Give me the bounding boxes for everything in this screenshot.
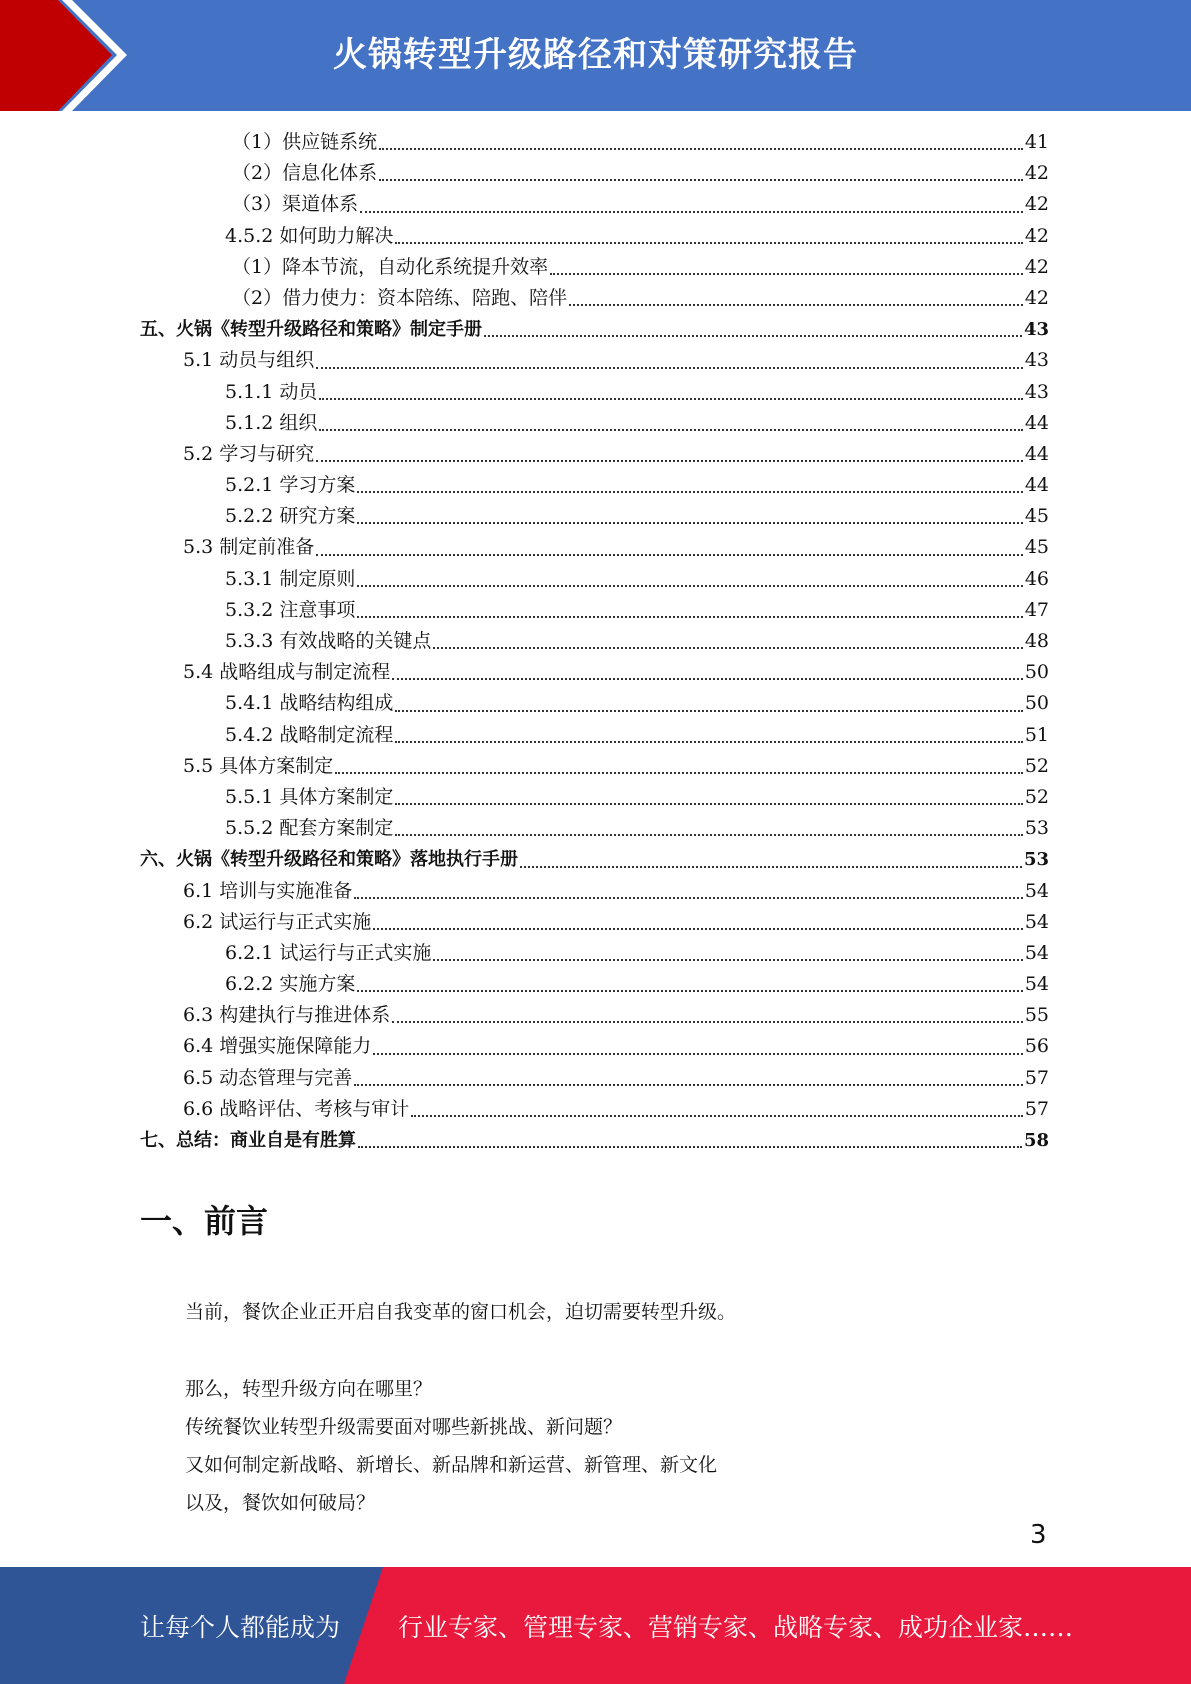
toc-entry-label: 5.4.2 战略制定流程: [225, 723, 394, 746]
dot-leader: [357, 585, 1022, 587]
toc-entry[interactable]: [140, 969, 1049, 1000]
toc-entry[interactable]: [140, 377, 1049, 408]
toc-entry-page: 46: [1024, 567, 1049, 590]
toc-entry-page: 51: [1024, 723, 1049, 746]
toc-entry-page: 42: [1024, 286, 1049, 309]
dot-leader: [395, 803, 1022, 805]
toc-entry[interactable]: [140, 1031, 1049, 1062]
toc-entry-label: 5.3.1 制定原则: [225, 567, 356, 590]
toc-entry-label: （2）信息化体系: [232, 162, 378, 185]
page-header: [0, 0, 1191, 111]
section-heading: 一、前言: [140, 1202, 269, 1240]
paragraph: 以及，餐饮如何破局？: [185, 1492, 376, 1514]
toc-entry[interactable]: [140, 1000, 1049, 1031]
dot-leader: [373, 1053, 1023, 1055]
dot-leader: [395, 242, 1022, 244]
toc-entry-label: 6.3 构建执行与推进体系: [183, 1004, 391, 1027]
toc-entry-page: 42: [1024, 193, 1049, 216]
dot-leader: [316, 367, 1023, 369]
dot-leader: [357, 522, 1022, 524]
toc-entry[interactable]: [140, 221, 1049, 252]
dot-leader: [360, 211, 1023, 213]
footer-slogan-left: 让每个人都能成为: [140, 1612, 341, 1642]
dot-leader: [392, 678, 1023, 680]
toc-entry[interactable]: [140, 470, 1049, 501]
toc-entry-label: 5.2.1 学习方案: [225, 474, 356, 497]
dot-leader: [392, 1021, 1023, 1023]
toc-entry-label: 5.5.2 配套方案制定: [225, 817, 394, 840]
toc-entry[interactable]: [140, 501, 1049, 532]
paragraph: 又如何制定新战略、新增长、新品牌和新运营、新管理、新文化: [185, 1454, 718, 1476]
dot-leader: [379, 179, 1023, 181]
dot-leader: [357, 616, 1022, 618]
dot-leader: [433, 959, 1022, 961]
toc-entry-label: 5.1.2 组织: [225, 411, 318, 434]
toc-entry-page: 48: [1024, 630, 1049, 652]
toc-entry-page: 54: [1024, 879, 1049, 902]
dot-leader: [335, 772, 1023, 774]
toc-entry-label: 6.2 试运行与正式实施: [183, 910, 372, 933]
toc-entry[interactable]: [140, 345, 1049, 376]
toc-entry-page: 54: [1024, 973, 1049, 996]
dot-leader: [357, 990, 1022, 992]
footer-slogan-right: 行业专家、管理专家、营销专家、战略专家、成功企业家……: [398, 1612, 1074, 1642]
toc-entry-label: 5.4.1 战略结构组成: [225, 692, 394, 715]
toc-entry-page: 45: [1024, 505, 1049, 528]
toc-entry-page: 55: [1024, 1004, 1049, 1027]
toc-entry-page: 54: [1024, 941, 1049, 964]
dot-leader: [395, 834, 1022, 836]
toc-entry-page: 41: [1024, 131, 1049, 153]
toc-entry-label: 5.4 战略组成与制定流程: [183, 661, 391, 684]
toc-entry-page: 44: [1024, 411, 1049, 434]
paragraph: 那么，转型升级方向在哪里？: [185, 1378, 433, 1400]
toc-entry[interactable]: [140, 688, 1049, 719]
toc-entry-page: 50: [1024, 661, 1049, 684]
toc-entry-label: 6.1 培训与实施准备: [183, 879, 353, 902]
toc-entry[interactable]: [140, 1063, 1049, 1094]
dot-leader: [319, 398, 1022, 400]
toc-entry-page: 42: [1024, 255, 1049, 278]
dot-leader: [550, 273, 1023, 275]
toc-entry[interactable]: [140, 751, 1049, 782]
toc-entry[interactable]: [140, 657, 1049, 688]
dot-leader: [319, 429, 1022, 431]
toc-entry-label: 5.3 制定前准备: [183, 536, 315, 559]
toc-entry[interactable]: [140, 876, 1049, 907]
toc-entry[interactable]: [140, 158, 1049, 189]
dot-leader: [316, 554, 1023, 556]
dot-leader: [484, 335, 1022, 337]
toc-entry[interactable]: [140, 408, 1049, 439]
toc-entry[interactable]: [140, 720, 1049, 751]
toc-entry-label: 5.3.3 有效战略的关键点: [225, 630, 432, 652]
toc-entry-label: 5.3.2 注意事项: [225, 598, 356, 621]
toc-entry-label: （1）供应链系统: [232, 131, 378, 153]
toc-entry[interactable]: [140, 314, 1049, 345]
paragraph: 当前，餐饮企业正开启自我变革的窗口机会，迫切需要转型升级。: [185, 1301, 737, 1323]
toc-entry-label: 5.2 学习与研究: [183, 442, 315, 465]
dot-leader: [354, 1084, 1023, 1086]
dot-leader: [569, 304, 1023, 306]
table-of-contents: [140, 127, 1049, 1156]
toc-entry-page: 43: [1023, 319, 1049, 341]
toc-entry-label: 5.5.1 具体方案制定: [225, 785, 394, 808]
toc-entry-label: 5.5 具体方案制定: [183, 754, 334, 777]
toc-entry-label: 6.5 动态管理与完善: [183, 1066, 353, 1089]
toc-entry-label: 6.6 战略评估、考核与审计: [183, 1097, 410, 1120]
toc-entry-page: 44: [1024, 442, 1049, 465]
toc-entry[interactable]: [140, 782, 1049, 813]
dot-leader: [411, 1115, 1023, 1117]
toc-entry-page: 57: [1024, 1066, 1049, 1089]
toc-entry-page: 47: [1024, 598, 1049, 621]
toc-entry-page: 53: [1024, 817, 1049, 840]
toc-entry-page: 43: [1024, 380, 1049, 403]
toc-entry-label: 5.1.1 动员: [225, 380, 318, 403]
document-title: 火锅转型升级路径和对策研究报告: [333, 35, 858, 75]
dot-leader: [373, 928, 1023, 930]
toc-entry[interactable]: [140, 844, 1049, 875]
toc-entry-label: 5.2.2 研究方案: [225, 505, 356, 528]
toc-entry-page: 56: [1024, 1035, 1049, 1058]
toc-entry[interactable]: [140, 252, 1049, 283]
toc-entry-page: 54: [1024, 910, 1049, 933]
toc-entry[interactable]: [140, 907, 1049, 938]
toc-entry[interactable]: [140, 564, 1049, 595]
toc-entry-label: 5.1 动员与组织: [183, 349, 315, 372]
toc-entry[interactable]: [140, 1125, 1049, 1156]
toc-entry[interactable]: [140, 595, 1049, 626]
toc-entry[interactable]: [140, 626, 1049, 657]
toc-entry-page: 52: [1024, 785, 1049, 808]
dot-leader: [316, 460, 1023, 462]
dot-leader: [395, 741, 1022, 743]
page-footer: [0, 1567, 1191, 1684]
toc-entry[interactable]: [140, 127, 1049, 158]
dot-leader: [433, 647, 1022, 649]
toc-entry-page: 43: [1024, 349, 1049, 372]
paragraph: 传统餐饮业转型升级需要面对哪些新挑战、新问题？: [185, 1416, 623, 1438]
toc-entry-page: 42: [1024, 224, 1049, 247]
toc-entry[interactable]: [140, 439, 1049, 470]
toc-entry-label: （2）借力使力：资本陪练、陪跑、陪伴: [232, 286, 568, 309]
toc-entry-label: 六、火锅《转型升级路径和策略》落地执行手册: [140, 849, 518, 871]
toc-entry[interactable]: [140, 938, 1049, 969]
toc-entry-page: 42: [1024, 162, 1049, 185]
toc-entry-label: 五、火锅《转型升级路径和策略》制定手册: [140, 319, 482, 341]
toc-entry-label: 6.4 增强实施保障能力: [183, 1035, 372, 1058]
dot-leader: [395, 710, 1022, 712]
toc-entry-page: 45: [1024, 536, 1049, 559]
toc-entry-label: 6.2.2 实施方案: [225, 973, 356, 996]
dot-leader: [379, 148, 1023, 150]
toc-entry-page: 50: [1024, 692, 1049, 715]
toc-entry-page: 58: [1023, 1130, 1049, 1151]
toc-entry-page: 44: [1024, 474, 1049, 497]
toc-entry[interactable]: [140, 1094, 1049, 1125]
toc-entry[interactable]: [140, 532, 1049, 563]
toc-entry-page: 53: [1023, 849, 1049, 871]
toc-entry-label: 七、总结：商业自是有胜算: [140, 1130, 356, 1151]
toc-entry[interactable]: [140, 283, 1049, 314]
toc-entry-label: （3）渠道体系: [232, 193, 359, 216]
dot-leader: [358, 1146, 1022, 1148]
page-number: 3: [1030, 1520, 1047, 1550]
header-arrow-decoration: [0, 0, 150, 111]
toc-entry-page: 52: [1024, 754, 1049, 777]
toc-entry-label: 4.5.2 如何助力解决: [225, 224, 394, 247]
dot-leader: [357, 491, 1022, 493]
toc-entry[interactable]: [140, 813, 1049, 844]
toc-entry-page: 57: [1024, 1097, 1049, 1120]
toc-entry-label: （1）降本节流，自动化系统提升效率: [232, 255, 549, 278]
toc-entry-label: 6.2.1 试运行与正式实施: [225, 941, 432, 964]
toc-entry[interactable]: [140, 189, 1049, 220]
dot-leader: [520, 866, 1022, 868]
dot-leader: [354, 897, 1023, 899]
